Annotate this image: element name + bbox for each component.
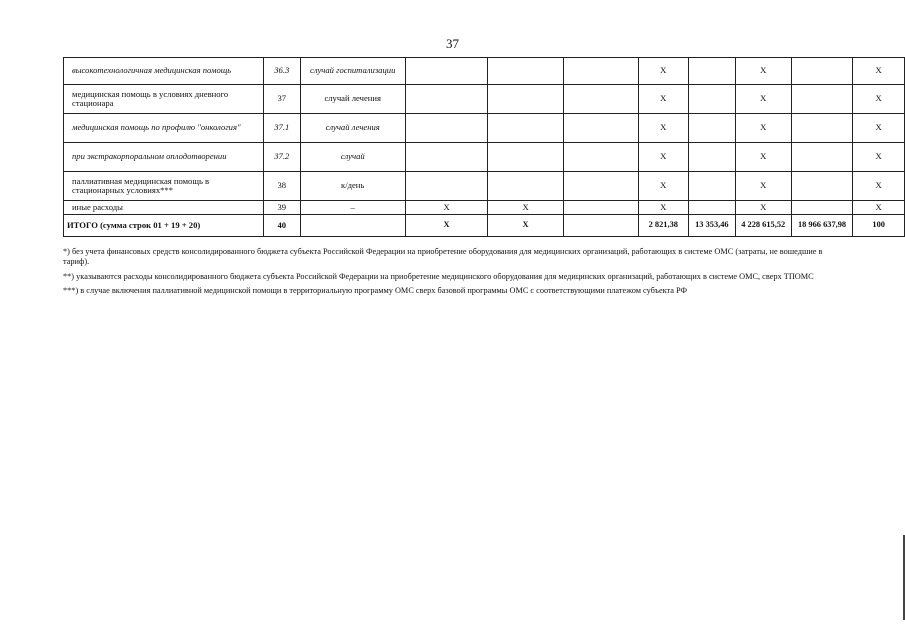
cell-c11: X bbox=[853, 172, 905, 201]
table-row bbox=[64, 58, 905, 85]
table-row bbox=[64, 172, 905, 201]
footnote-1: *) без учета финансовых средств консолидированного бюджета субъекта Российской Федерации на приобретение оборудования для медицинских организаций, работающих в системе ОМС (затраты, не вошедшие в тариф). bbox=[63, 247, 823, 267]
cell-c9: X bbox=[735, 114, 791, 143]
cell-c7: X bbox=[638, 172, 688, 201]
cell-c11: X bbox=[853, 201, 905, 215]
cell-c5 bbox=[488, 143, 563, 172]
cell-c7: 2 821,38 bbox=[638, 215, 688, 237]
footnotes bbox=[63, 247, 843, 300]
cell-c7: X bbox=[638, 143, 688, 172]
cell-c9: X bbox=[735, 172, 791, 201]
cell-code: 37.1 bbox=[263, 114, 300, 143]
cell-name: паллиативная медицинская помощь в стационарных условиях*** bbox=[64, 172, 264, 201]
cell-c5 bbox=[488, 85, 563, 114]
cell-code: 37 bbox=[263, 85, 300, 114]
cell-c10 bbox=[791, 85, 853, 114]
cell-c7: X bbox=[638, 201, 688, 215]
cell-c11: X bbox=[853, 58, 905, 85]
cell-c11: X bbox=[853, 143, 905, 172]
cell-c6 bbox=[563, 58, 638, 85]
cell-name: медицинская помощь по профилю "онкология" bbox=[64, 114, 264, 143]
cell-c8 bbox=[689, 85, 736, 114]
cell-name: при экстракорпоральном оплодотворении bbox=[64, 143, 264, 172]
cell-c9: 4 228 615,52 bbox=[735, 215, 791, 237]
cell-c9: X bbox=[735, 85, 791, 114]
cell-c6 bbox=[563, 85, 638, 114]
cell-c11: X bbox=[853, 85, 905, 114]
cell-c7: X bbox=[638, 114, 688, 143]
cell-c5 bbox=[488, 114, 563, 143]
table-row bbox=[64, 201, 905, 215]
cell-unit: – bbox=[300, 201, 405, 215]
cell-c9: X bbox=[735, 201, 791, 215]
cell-c5 bbox=[488, 172, 563, 201]
cell-code: 39 bbox=[263, 201, 300, 215]
table-row bbox=[64, 114, 905, 143]
cell-c6 bbox=[563, 201, 638, 215]
cell-unit bbox=[300, 215, 405, 237]
cell-c4: X bbox=[405, 201, 488, 215]
cell-name: высокотехнологичная медицинская помощь bbox=[64, 58, 264, 85]
cell-c9: X bbox=[735, 58, 791, 85]
cell-c11: 100 bbox=[853, 215, 905, 237]
cell-c8: 13 353,46 bbox=[689, 215, 736, 237]
cell-unit: случай лечения bbox=[300, 114, 405, 143]
cell-unit: случай госпитализации bbox=[300, 58, 405, 85]
cell-name: ИТОГО (сумма строк 01 + 19 + 20) bbox=[64, 215, 264, 237]
cell-c8 bbox=[689, 172, 736, 201]
cell-c5: X bbox=[488, 215, 563, 237]
cell-c4: X bbox=[405, 215, 488, 237]
cell-unit: к/день bbox=[300, 172, 405, 201]
cell-c4 bbox=[405, 85, 488, 114]
cell-code: 37.2 bbox=[263, 143, 300, 172]
cell-c9: X bbox=[735, 143, 791, 172]
cell-name: иные расходы bbox=[64, 201, 264, 215]
cell-c10 bbox=[791, 201, 853, 215]
cell-c10 bbox=[791, 58, 853, 85]
cell-c11: X bbox=[853, 114, 905, 143]
footnote-2: **) указываются расходы консолидированного бюджета субъекта Российской Федерации на приобретение медицинского оборудования для медицинских организаций, работающих в системе ОМС, сверх ТПОМС bbox=[63, 271, 814, 281]
cell-c6 bbox=[563, 143, 638, 172]
cell-unit: случай bbox=[300, 143, 405, 172]
cell-c8 bbox=[689, 114, 736, 143]
table-row bbox=[64, 85, 905, 114]
cell-name: медицинская помощь в условиях дневного стационара bbox=[64, 85, 264, 114]
table-row bbox=[64, 143, 905, 172]
cell-c8 bbox=[689, 143, 736, 172]
cell-c7: X bbox=[638, 85, 688, 114]
footnote-3: ***) в случае включения паллиативной медицинской помощи в территориальную программу ОМС сверх базовой программы ОМС с соответствующими платежом субъекта РФ bbox=[63, 286, 688, 296]
cell-c4 bbox=[405, 114, 488, 143]
cell-c10 bbox=[791, 172, 853, 201]
cell-c4 bbox=[405, 58, 488, 85]
financing-table bbox=[63, 57, 905, 237]
cell-c5: X bbox=[488, 201, 563, 215]
cell-c10: 18 966 637,98 bbox=[791, 215, 853, 237]
cell-c10 bbox=[791, 114, 853, 143]
cell-c6 bbox=[563, 172, 638, 201]
cell-code: 38 bbox=[263, 172, 300, 201]
cell-c4 bbox=[405, 172, 488, 201]
cell-c6 bbox=[563, 114, 638, 143]
cell-c10 bbox=[791, 143, 853, 172]
page-number: 37 bbox=[446, 36, 459, 51]
cell-c8 bbox=[689, 201, 736, 215]
cell-code: 40 bbox=[263, 215, 300, 237]
cell-code: 36.3 bbox=[263, 58, 300, 85]
total-row bbox=[64, 215, 905, 237]
cell-c6 bbox=[563, 215, 638, 237]
cell-c4 bbox=[405, 143, 488, 172]
cell-unit: случай лечения bbox=[300, 85, 405, 114]
cell-c5 bbox=[488, 58, 563, 85]
cell-c8 bbox=[689, 58, 736, 85]
cell-c7: X bbox=[638, 58, 688, 85]
